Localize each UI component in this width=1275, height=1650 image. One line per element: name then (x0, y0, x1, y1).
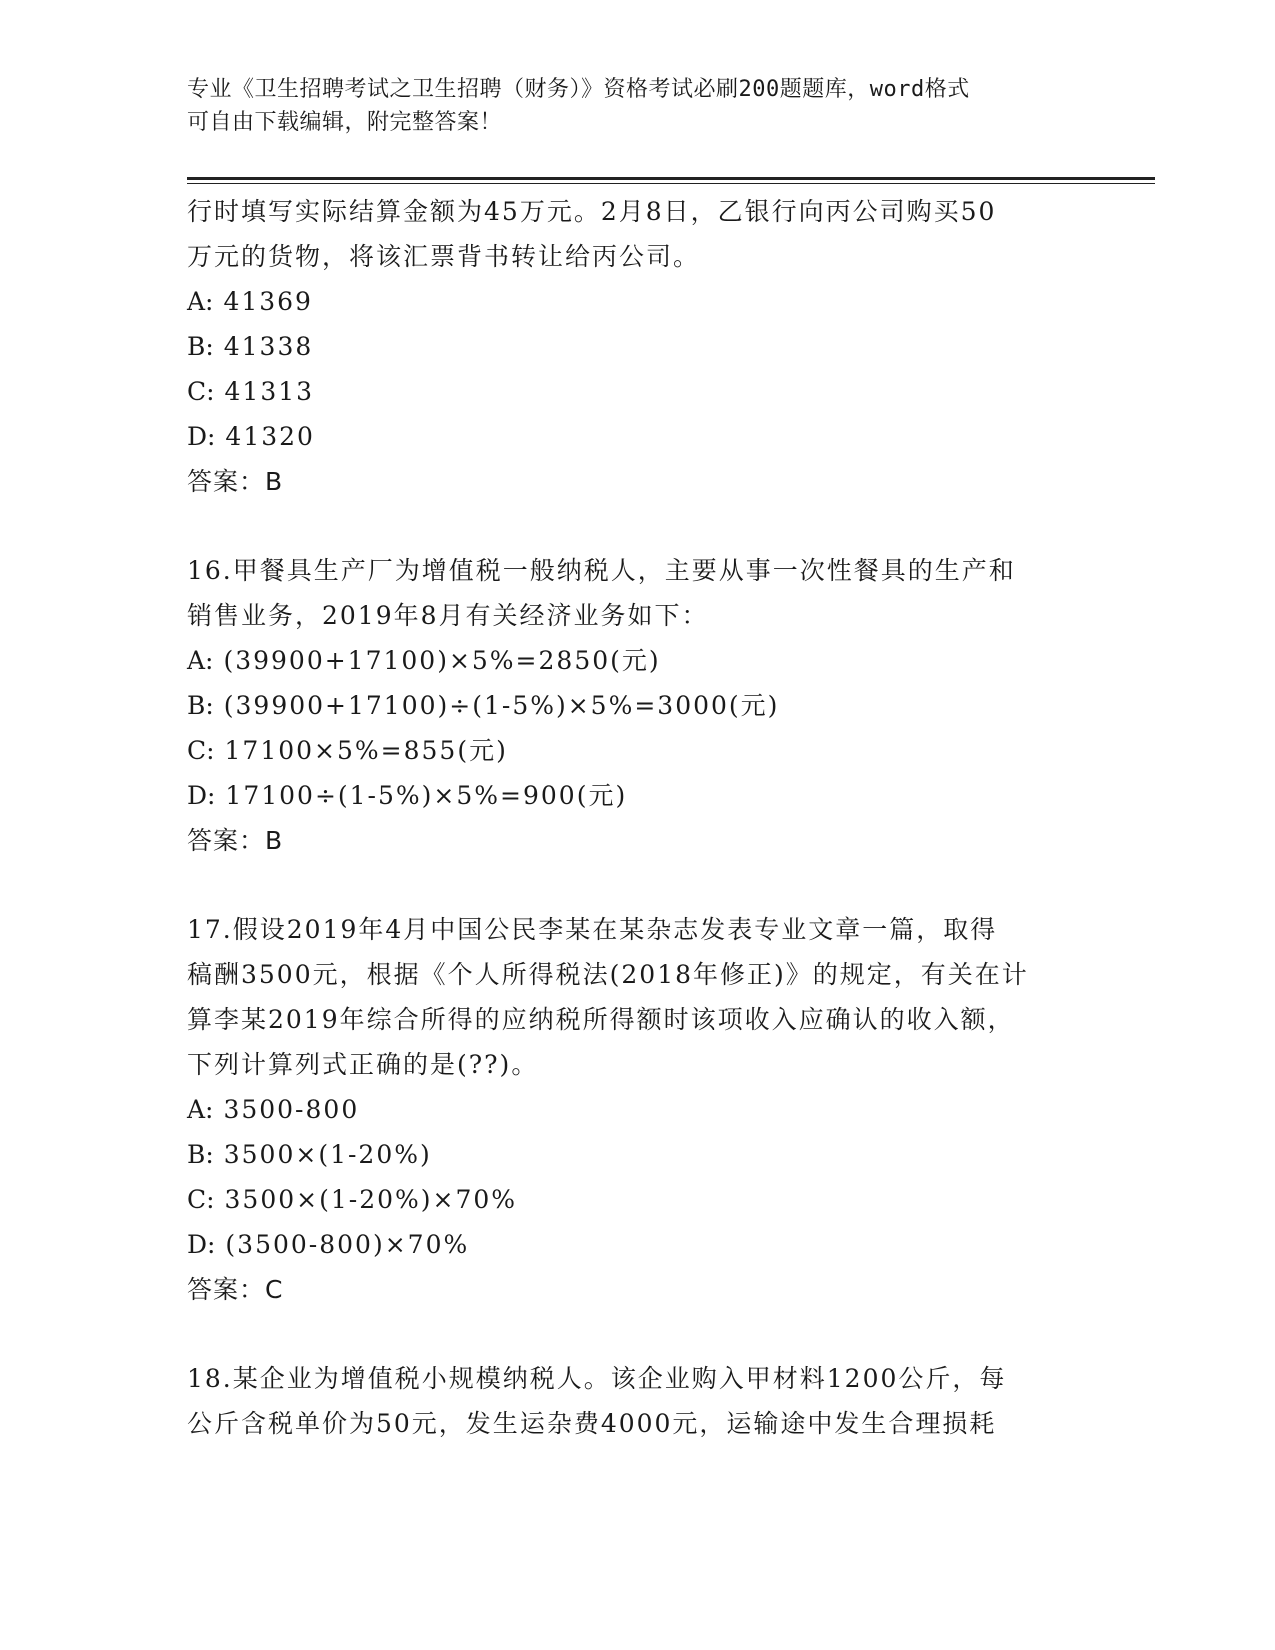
option-d (187, 773, 1107, 818)
question-text-line: 算李某2019年综合所得的应纳税所得额时该项收入应确认的收入额， (187, 1005, 1015, 1034)
question-text-line: 万元的货物，将该汇票背书转让给丙公司。 (187, 242, 701, 271)
option-c (187, 1177, 1107, 1222)
option-text: 41320 (225, 422, 315, 451)
option-text: 41369 (223, 287, 313, 316)
question-16 (187, 548, 1107, 863)
option-text: 17100÷(1-5%)×5%=900(元) (225, 781, 628, 810)
option-text: 3500×(1-20%) (223, 1140, 432, 1169)
question-17 (187, 907, 1107, 1312)
option-text: (3500-800)×70% (225, 1230, 470, 1259)
answer-line: 答案：B (187, 826, 284, 855)
header-line-2: 可自由下载编辑，附完整答案！ (187, 110, 503, 135)
option-letter: A: (187, 287, 214, 316)
answer-line: 答案：B (187, 467, 284, 496)
header-divider-thin (187, 183, 1155, 184)
page-header (187, 73, 1087, 139)
header-line-1: 专业《卫生招聘考试之卫生招聘（财务）》资格考试必刷200题题库，word格式 (187, 77, 970, 102)
option-letter: B: (187, 332, 214, 361)
option-a (187, 1087, 1107, 1132)
option-text: 17100×5%=855(元) (224, 736, 508, 765)
option-b (187, 1132, 1107, 1177)
question-text-line: 稿酬3500元，根据《个人所得税法(2018年修正)》的规定，有关在计 (187, 960, 1029, 989)
option-text: 41338 (223, 332, 314, 361)
option-letter: A: (187, 1095, 214, 1124)
question-text-line: 16.甲餐具生产厂为增值税一般纳税人，主要从事一次性餐具的生产和 (187, 556, 1016, 585)
question-text-line: 18.某企业为增值税小规模纳税人。该企业购入甲材料1200公斤，每 (187, 1364, 1007, 1393)
option-d (187, 414, 1107, 459)
document-body (187, 189, 1107, 1446)
question-18 (187, 1356, 1107, 1446)
question-text-line: 公斤含税单价为50元，发生运杂费4000元，运输途中发生合理损耗 (187, 1409, 997, 1438)
option-text: (39900+17100)×5%=2850(元) (223, 646, 661, 675)
option-text: 3500-800 (223, 1095, 360, 1124)
question-text-line: 销售业务，2019年8月有关经济业务如下： (187, 601, 709, 630)
option-b (187, 324, 1107, 369)
option-letter: D: (187, 781, 216, 810)
option-letter: D: (187, 422, 216, 451)
option-letter: A: (187, 646, 214, 675)
header-divider-thick (187, 177, 1155, 180)
question-text-line: 下列计算列式正确的是(??)。 (187, 1050, 539, 1079)
option-text: 3500×(1-20%)×70% (224, 1185, 518, 1214)
option-text: 41313 (224, 377, 315, 406)
option-letter: C: (187, 1185, 215, 1214)
answer-line: 答案：C (187, 1275, 284, 1304)
option-letter: C: (187, 736, 215, 765)
option-c (187, 369, 1107, 414)
option-letter: D: (187, 1230, 216, 1259)
option-c (187, 728, 1107, 773)
option-a (187, 279, 1107, 324)
question-15-continuation (187, 189, 1107, 504)
option-d (187, 1222, 1107, 1267)
option-text: (39900+17100)÷(1-5%)×5%=3000(元) (223, 691, 780, 720)
option-letter: C: (187, 377, 215, 406)
option-letter: B: (187, 1140, 214, 1169)
question-text-line: 17.假设2019年4月中国公民李某在某杂志发表专业文章一篇，取得 (187, 915, 998, 944)
question-text-line: 行时填写实际结算金额为45万元。2月8日，乙银行向丙公司购买50 (187, 197, 997, 226)
option-a (187, 638, 1107, 683)
option-b (187, 683, 1107, 728)
option-letter: B: (187, 691, 214, 720)
